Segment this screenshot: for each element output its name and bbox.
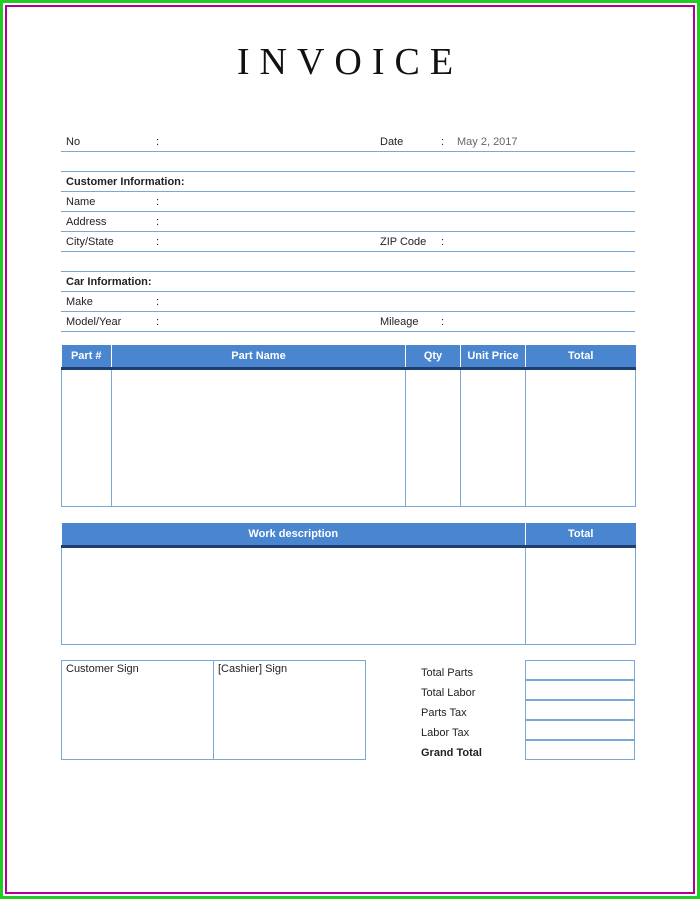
grand-total-cell[interactable] — [525, 740, 635, 760]
zip-label: ZIP Code — [380, 236, 427, 248]
part-name-cell[interactable] — [112, 369, 406, 507]
model-colon: : — [156, 316, 160, 328]
city-colon: : — [156, 236, 160, 248]
city-label: City/State — [66, 236, 114, 248]
city-zip-row[interactable] — [61, 232, 635, 252]
total-header: Total — [526, 345, 636, 369]
total-labor-cell[interactable] — [525, 680, 635, 700]
name-row[interactable] — [61, 192, 635, 212]
labor-tax-label: Labor Tax — [421, 727, 470, 739]
model-mileage-row[interactable] — [61, 312, 635, 332]
work-table — [61, 523, 636, 645]
qty-header: Qty — [406, 345, 461, 369]
car-section-label: Car Information: — [66, 276, 152, 288]
zip-colon: : — [441, 236, 445, 248]
work-total-header: Total — [526, 523, 636, 547]
work-description-header: Work description — [62, 523, 526, 547]
work-header-row — [62, 523, 636, 547]
part-total-cell[interactable] — [526, 369, 636, 507]
cashier-sign-box[interactable] — [213, 660, 366, 760]
labor-tax-cell[interactable] — [525, 720, 635, 740]
part-name-header: Part Name — [112, 345, 406, 369]
name-colon: : — [156, 196, 160, 208]
customer-section-label: Customer Information: — [66, 176, 185, 188]
mileage-colon: : — [441, 316, 445, 328]
blank-row — [61, 252, 635, 272]
work-body-row — [62, 547, 636, 645]
date-colon: : — [441, 136, 445, 148]
no-colon: : — [156, 136, 160, 148]
parts-header-row — [62, 345, 636, 369]
date-label: Date — [380, 136, 404, 148]
parts-tax-label: Parts Tax — [421, 707, 467, 719]
address-label: Address — [66, 216, 107, 228]
car-section-row — [61, 272, 635, 292]
unit-price-cell[interactable] — [461, 369, 526, 507]
total-parts-label: Total Parts — [421, 667, 473, 679]
total-labor-label: Total Labor — [421, 687, 476, 699]
cashier-sign-label: [Cashier] Sign — [218, 663, 288, 675]
no-label: No — [66, 136, 81, 148]
no-date-row — [61, 132, 635, 152]
part-number-header: Part # — [62, 345, 112, 369]
blank-row — [61, 152, 635, 172]
parts-table — [61, 345, 636, 507]
address-colon: : — [156, 216, 160, 228]
grand-total-label: Grand Total — [421, 747, 482, 759]
model-label: Model/Year — [66, 316, 122, 328]
customer-sign-label: Customer Sign — [66, 663, 139, 675]
make-label: Make — [66, 296, 93, 308]
make-row[interactable] — [61, 292, 635, 312]
customer-sign-box[interactable] — [61, 660, 214, 760]
invoice-title: INVOICE — [236, 41, 464, 83]
date-value[interactable]: May 2, 2017 — [457, 136, 518, 148]
qty-cell[interactable] — [406, 369, 461, 507]
work-total-cell[interactable] — [526, 547, 636, 645]
parts-tax-cell[interactable] — [525, 700, 635, 720]
work-description-cell[interactable] — [62, 547, 526, 645]
mileage-label: Mileage — [380, 316, 419, 328]
address-row[interactable] — [61, 212, 635, 232]
name-label: Name — [66, 196, 96, 208]
customer-section-row — [61, 172, 635, 192]
parts-body-row — [62, 369, 636, 507]
unit-price-header: Unit Price — [461, 345, 526, 369]
make-colon: : — [156, 296, 160, 308]
part-number-cell[interactable] — [62, 369, 112, 507]
total-parts-cell[interactable] — [525, 660, 635, 680]
